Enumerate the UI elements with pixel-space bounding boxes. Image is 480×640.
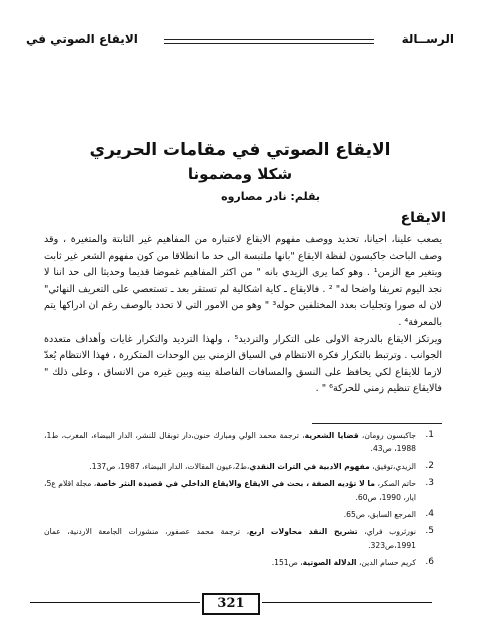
footnote-item [44,460,442,473]
footnote-author: الزيدي،توفيق، [372,461,416,471]
page-number: 321 [217,596,245,611]
footnote-author: المرجع السابق، [367,510,416,520]
footnote-item [44,477,442,504]
footnote-number: 3. [425,478,434,489]
footnote-details: ، ترجمة محمد عصفور، منشورات الجامعة الاردنية، عمان 1991،ص323. [44,527,416,550]
footnote-details: ، مجلة اقلام ع5، ايار، 1990، ص60. [44,479,416,502]
footnote-item [44,525,442,552]
footnote-details: ، ترجمة محمد الولي ومبارك حنون،دار توبقال للنشر، الدار البيضاء، المغرب، ط1، 1988، ص43. [44,431,416,454]
footnote-author: نورثروب فراي، [364,527,416,537]
journal-name: الرســالة [401,32,454,46]
article-subtitle: شكلا ومضمونا [187,165,293,183]
page-number-frame [202,593,260,615]
author-byline: بقلم: نادر مصاروه [221,190,320,203]
footnote-work-title: الدلالة الصوتية [302,558,357,568]
footnote-work-title: قضايا الشعرية [304,431,359,440]
footnotes-list [44,429,442,574]
footnote-item [44,508,442,521]
body-paragraph: يصعب علينا، احيانا، تحديد ووصف مفهوم الايقاع لاعتباره من المفاهيم غير الثابتة والمتغيرة ، وقد وصف الباحث جاكبسون لفظة الايقاع "بانها ملتبسة الى حد ما انطلاقا من كون مفهوم الشعر غير ثابت ويتغير مع الزمن¹ . وهو كما يرى الزيدي بانه " من اكثر المفاهيم غموضا قديما وحديثا الى حد اننا لا نجد اليوم تعريفا واضحا له" ² . فالايقاع ـ كاية اشكالية لم تستقر بعد ـ تستعصي على التعريف النهائي" لان له صورا وتجليات بعدد المختلفين حوله³ " وهو من الامور التي لا تحدد بالوصف رغم ان ادراكها يتم بالمعرفة⁴ . [44,234,443,328]
body-text [44,232,442,398]
footnote-number: 4. [425,509,434,520]
footnote-details: ص65. [343,510,366,520]
footnote-work-title: مفهوم الادبية في التراث النقدي [249,461,370,471]
footnote-number: 5. [425,526,434,537]
running-header [26,30,454,52]
footnote-item [44,429,442,456]
section-heading: الايقاع [400,210,446,226]
footnote-item [44,556,442,569]
footnote-work-title: تشريح النقد محاولات اربع [249,527,358,537]
running-section-title: الايقاع الصوتي في [26,32,138,46]
footnote-author: حاتم الصكر، [377,479,416,489]
footnote-divider [312,423,442,424]
footnote-work-title: ما لا تؤديه الصفة ، بحث في الايقاع والايقاع الداخلي في قصيدة النثر خاصة [96,479,375,489]
footnote-number: 2. [425,460,434,471]
footnote-number: 1. [425,430,434,440]
footnote-number: 6. [425,557,434,568]
article-title: الايقاع الصوتي في مقامات الحريري [89,140,391,160]
footnote-details: ،ط2،عيون المقالات، الدار البيضاء، 1987، ص137. [89,461,250,471]
footnote-author: جاكبسون رومان، [361,431,416,440]
footnote-details: ، ص151. [271,558,303,568]
footnote-author: كريم حسام الدين، [358,558,416,568]
body-paragraph: ويرتكز الايقاع بالدرجة الاولى على التكرار والترديد⁵ ، ولهذا الترديد والتكرار غايات وأهداف متعددة الجوانب . وترتبط بالتكرار فكرة الانتظام في السياق الزمني بين الوحدات المتكررة ، فهذا الانتظام يُعدّ لازما للايقاع لكي يحافظ على النسق والمسافات الفاصلة بينه وبين غيره من الانساق ، وعلى ذلك " فالايقاع تنظيم زمني للحركة⁶ " . [44,333,443,395]
header-rule [164,39,374,44]
